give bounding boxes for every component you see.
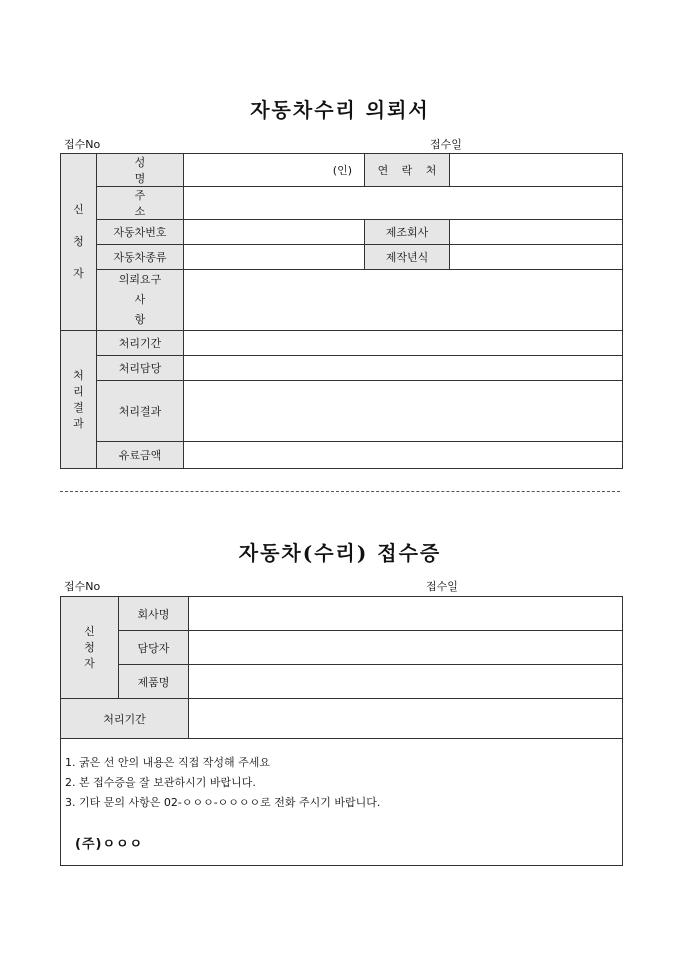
receipt-manager-field[interactable]: [189, 631, 623, 665]
applicant-group-label: 신 청 자: [61, 154, 97, 331]
model-year-label: 제작년식: [365, 245, 450, 270]
car-type-field[interactable]: [184, 245, 365, 270]
repair-receipt-table: [60, 596, 623, 866]
form2-receipt-date-label: 접수일: [426, 580, 458, 593]
receipt-period-field[interactable]: [189, 699, 623, 739]
process-manager-label: 처리담당: [97, 356, 184, 381]
notes-cell: [61, 739, 623, 866]
seal-text: (인): [332, 164, 352, 177]
request-field[interactable]: [184, 270, 623, 331]
form1-title: 자동차수리 의뢰서: [250, 98, 430, 122]
receipt-applicant-group-label: 신 청 자: [61, 597, 119, 699]
process-group-label: 처 리 결 과: [61, 331, 97, 469]
model-year-field[interactable]: [450, 245, 623, 270]
manufacturer-label: 제조회사: [365, 220, 450, 245]
company-name: (주)ㅇㅇㅇ: [75, 837, 144, 852]
period-label: 처리기간: [97, 331, 184, 356]
manufacturer-field[interactable]: [450, 220, 623, 245]
process-result-field[interactable]: [184, 381, 623, 442]
period-field[interactable]: [184, 331, 623, 356]
contact-field[interactable]: [450, 154, 623, 187]
request-label: 의뢰요구 사 항: [97, 270, 184, 331]
form2-receipt-no-label: 접수No: [64, 580, 101, 593]
fee-field[interactable]: [184, 442, 623, 469]
address-field[interactable]: [184, 187, 623, 220]
company-label: 회사명: [119, 597, 189, 631]
form1-receipt-no-label: 접수No: [64, 138, 101, 151]
car-type-label: 자동차종류: [97, 245, 184, 270]
name-field[interactable]: [184, 154, 365, 187]
note-3: 3. 기타 문의 사항은 02-ㅇㅇㅇ-ㅇㅇㅇㅇ로 전화 주시기 바랍니다.: [65, 796, 381, 809]
process-result-label: 처리결과: [97, 381, 184, 442]
product-field[interactable]: [189, 665, 623, 699]
company-field[interactable]: [189, 597, 623, 631]
note-2: 2. 본 접수증을 잘 보관하시기 바랍니다.: [65, 776, 256, 789]
process-manager-field[interactable]: [184, 356, 623, 381]
note-1: 1. 굵은 선 안의 내용은 직접 작성해 주세요: [65, 756, 270, 769]
product-label: 제품명: [119, 665, 189, 699]
cut-line: [60, 491, 620, 492]
name-label: 성 명: [97, 154, 184, 187]
car-number-label: 자동차번호: [97, 220, 184, 245]
form1-receipt-date-label: 접수일: [430, 138, 462, 151]
form2-title: 자동차(수리) 접수증: [238, 541, 442, 565]
repair-request-table: [60, 153, 623, 469]
car-number-field[interactable]: [184, 220, 365, 245]
fee-label: 유료금액: [97, 442, 184, 469]
receipt-manager-label: 담당자: [119, 631, 189, 665]
contact-label: 연 락 처: [365, 154, 450, 187]
address-label: 주 소: [97, 187, 184, 220]
receipt-period-label: 처리기간: [61, 699, 189, 739]
